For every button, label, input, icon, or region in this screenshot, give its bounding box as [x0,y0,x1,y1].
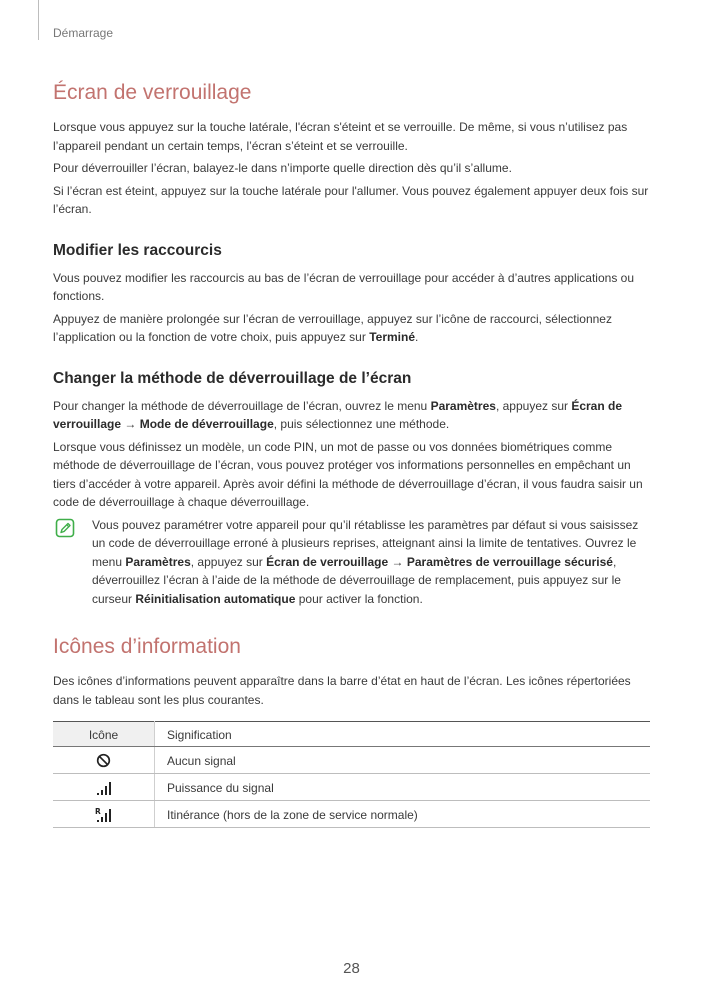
no-signal-icon [96,753,111,768]
unlock-method-title: Changer la méthode de déverrouillage de l’écran [53,369,412,387]
page-content [53,78,650,828]
lock-screen-paragraph: Si l’écran est éteint, appuyez sur la touche latérale pour l'allumer. Vous pouvez également appuyer deux fois sur l’écran. [53,183,649,216]
header-rule [38,0,39,40]
roaming-icon [95,807,113,823]
info-icons-title: Icônes d’information [53,635,241,658]
note-pencil-icon [55,518,75,538]
page-number: 28 [343,960,360,977]
shortcuts-paragraph: Appuyez de manière prolongée sur l’écran de verrouillage, appuyez sur l’icône de raccourci, sélectionnez l’application ou la fonction de votre choix, puis appuyez sur Terminé. [53,311,612,344]
lock-screen-paragraph: Lorsque vous appuyez sur la touche latérale, l'écran s'éteint et se verrouille. De même, si vous n’utilisez pas l’appareil pendant un certain temps, l’écran s’éteint et se verrouille. [53,120,628,153]
settings-menu-label: Paramètres [430,398,496,413]
lock-screen-title: Écran de verrouillage [53,81,252,104]
signal-strength-icon [96,780,112,796]
meaning-cell: Aucun signal [155,747,651,774]
table-row [53,747,650,774]
info-icons-paragraph: Des icônes d’informations peuvent apparaître dans la barre d’état en haut de l’écran. Les icônes répertoriées dans le tableau sont les plus courantes. [53,674,631,707]
lock-screen-menu-label: Écran de verrouillage [53,398,623,431]
column-header-icon: Icône [53,722,155,747]
shortcuts-title: Modifier les raccourcis [53,241,222,259]
svg-text:R: R [94,806,101,816]
shortcuts-paragraph: Vous pouvez modifier les raccourcis au bas de l’écran de verrouillage pour accéder à d’autres applications ou fonctions. [53,270,634,303]
meaning-cell: Itinérance (hors de la zone de service normale) [155,801,651,828]
unlock-mode-menu-label: Mode de déverrouillage [139,417,274,431]
table-row [53,774,650,801]
unlock-method-paragraph: Lorsque vous définissez un modèle, un code PIN, un mot de passe ou vos données biométriques comme méthode de déverrouillage de l’écran, vous pouvez protéger vos informations personnelles en empêchant un tiers d’accéder à votre appareil. Après avoir défini la méthode de déverrouillage d’écran, il vous faudra saisir un code de déverrouillage à chaque déverrouillage. [53,439,643,509]
table-header-row [53,722,650,747]
note-box [53,516,650,609]
table-row [53,801,650,828]
column-header-meaning: Signification [155,722,651,747]
icons-table [53,721,650,828]
unlock-method-paragraph: Pour changer la méthode de déverrouillage de l’écran, ouvrez le menu Paramètres, appuyez sur Écran de verrouillage → Mode de déverrouillage, puis sélectionnez une méthode. [53,398,623,431]
done-label: Terminé [369,330,415,344]
section-label: Démarrage [53,26,114,40]
note-text: Vous pouvez paramétrer votre appareil pour qu’il rétablisse les paramètres par défaut si vous saisissez un code de déverrouillage erroné à plusieurs reprises, atteignant ainsi la limite de tentatives. Ouvrez le menu Paramètres, appuyez sur Écran de verrouillage → Paramètres de verrouillage sécurisé, déverrouillez l’écran à l’aide de la méthode de déverrouillage de remplacement, puis appuyez sur le curseur Réinitialisation automatique pour activer la fonction. [92,517,639,606]
lock-screen-paragraph: Pour déverrouiller l’écran, balayez-le dans n’importe quelle direction dès qu’il s’allume. [53,161,512,175]
meaning-cell: Puissance du signal [155,774,651,801]
